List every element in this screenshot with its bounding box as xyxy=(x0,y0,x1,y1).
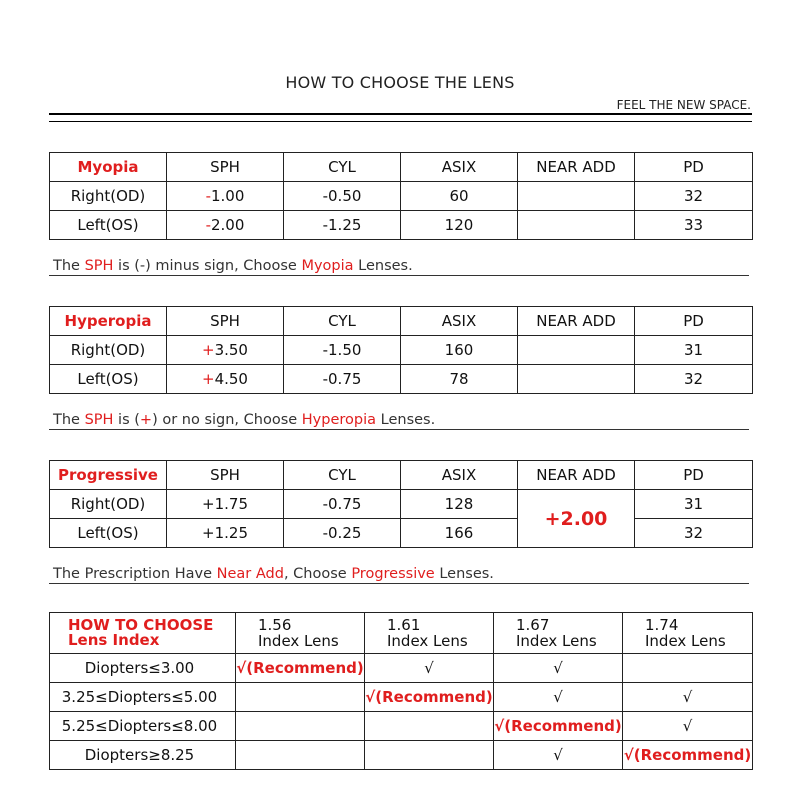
col-sph: SPH xyxy=(167,153,284,182)
note-text: The xyxy=(53,412,85,428)
header-rule-thin xyxy=(49,121,752,122)
myopia-table xyxy=(49,152,753,240)
lens-cell xyxy=(365,712,494,741)
eye-label: Right(OD) xyxy=(50,336,167,365)
note-text: is (-) minus sign, Choose xyxy=(113,258,302,274)
diopter-range: 5.25≤Diopters≤8.00 xyxy=(50,712,236,741)
lens-cell xyxy=(236,741,365,770)
lens-index-heading xyxy=(50,613,236,654)
note-highlight: SPH xyxy=(84,258,114,274)
table-row xyxy=(50,654,753,683)
col-asix: ASIX xyxy=(401,461,518,490)
table-row xyxy=(50,519,753,548)
sph-sign: - xyxy=(205,187,211,205)
note-highlight: SPH xyxy=(84,412,114,428)
sph-sign: + xyxy=(202,341,215,359)
near-add-value xyxy=(518,182,635,211)
note-highlight: Myopia xyxy=(301,258,354,274)
axis-value: 78 xyxy=(401,365,518,394)
lens-cell xyxy=(236,712,365,741)
near-add-value xyxy=(518,211,635,240)
sph-sign: - xyxy=(205,216,211,234)
col-sph: SPH xyxy=(167,307,284,336)
sph-number: 2.00 xyxy=(211,216,245,234)
note-underline xyxy=(49,275,749,276)
note-underline xyxy=(49,429,749,430)
col-near-add: NEAR ADD xyxy=(518,461,635,490)
table-row xyxy=(50,211,753,240)
sph-number: 3.50 xyxy=(214,341,248,359)
lens-cell: √ xyxy=(494,683,623,712)
index-value: 1.56 xyxy=(258,616,292,634)
note-text: Lenses. xyxy=(434,566,494,582)
lens-cell: √ xyxy=(623,712,753,741)
index-header xyxy=(236,613,365,654)
diopter-range: Diopters≥8.25 xyxy=(50,741,236,770)
index-label: Index Lens xyxy=(516,632,597,650)
slogan: FEEL THE NEW SPACE. xyxy=(616,98,751,112)
pd-value: 31 xyxy=(635,336,753,365)
hyperopia-label: Hyperopia xyxy=(50,307,167,336)
sph-value xyxy=(167,365,284,394)
axis-value: 120 xyxy=(401,211,518,240)
eye-label: Right(OD) xyxy=(50,490,167,519)
table-row xyxy=(50,741,753,770)
sph-value xyxy=(167,182,284,211)
myopia-label: Myopia xyxy=(50,153,167,182)
note-highlight: + xyxy=(139,412,153,428)
sph-number: 1.00 xyxy=(211,187,245,205)
pd-value: 33 xyxy=(635,211,753,240)
cyl-value: -0.50 xyxy=(284,182,401,211)
note-text: Lenses. xyxy=(376,412,436,428)
lens-cell: √(Recommend) xyxy=(623,741,753,770)
axis-value: 166 xyxy=(401,519,518,548)
col-cyl: CYL xyxy=(284,307,401,336)
col-near-add: NEAR ADD xyxy=(518,153,635,182)
sph-value xyxy=(167,336,284,365)
index-value: 1.67 xyxy=(516,616,550,634)
note-text: The xyxy=(53,258,85,274)
index-label: Index Lens xyxy=(645,632,726,650)
eye-label: Left(OS) xyxy=(50,365,167,394)
lens-cell: √ xyxy=(494,654,623,683)
index-header xyxy=(365,613,494,654)
index-value: 1.74 xyxy=(645,616,679,634)
lens-cell xyxy=(623,654,753,683)
col-pd: PD xyxy=(635,461,753,490)
sph-number: 4.50 xyxy=(214,370,248,388)
table-row xyxy=(50,683,753,712)
note-highlight: Hyperopia xyxy=(301,412,377,428)
cyl-value: -0.25 xyxy=(284,519,401,548)
progressive-note xyxy=(53,566,748,582)
eye-label: Left(OS) xyxy=(50,211,167,240)
axis-value: 160 xyxy=(401,336,518,365)
cyl-value: -0.75 xyxy=(284,365,401,394)
note-text: The Prescription Have xyxy=(53,566,217,582)
sph-value xyxy=(167,211,284,240)
eye-label: Right(OD) xyxy=(50,182,167,211)
diopter-range: 3.25≤Diopters≤5.00 xyxy=(50,683,236,712)
hyperopia-table xyxy=(49,306,753,394)
col-asix: ASIX xyxy=(401,307,518,336)
header-rule-thick xyxy=(49,113,752,115)
page-title: HOW TO CHOOSE THE LENS xyxy=(285,73,515,92)
hyperopia-note xyxy=(53,412,748,428)
progressive-header-row xyxy=(50,461,753,490)
myopia-header-row xyxy=(50,153,753,182)
lens-index-header-row xyxy=(50,613,753,654)
col-asix: ASIX xyxy=(401,153,518,182)
progressive-label: Progressive xyxy=(50,461,167,490)
col-sph: SPH xyxy=(167,461,284,490)
col-near-add: NEAR ADD xyxy=(518,307,635,336)
lens-cell: √(Recommend) xyxy=(365,683,494,712)
note-text: Lenses. xyxy=(353,258,413,274)
pd-value: 31 xyxy=(635,490,753,519)
pd-value: 32 xyxy=(635,365,753,394)
index-header xyxy=(494,613,623,654)
note-text: , Choose xyxy=(283,566,352,582)
pd-value: 32 xyxy=(635,519,753,548)
index-header xyxy=(623,613,753,654)
note-text: ) or no sign, Choose xyxy=(152,412,302,428)
sph-sign: + xyxy=(202,370,215,388)
heading-line: HOW TO CHOOSE xyxy=(68,616,214,634)
col-cyl: CYL xyxy=(284,153,401,182)
index-value: 1.61 xyxy=(387,616,421,634)
lens-index-table xyxy=(49,612,753,770)
lens-cell: √ xyxy=(494,741,623,770)
lens-cell: √ xyxy=(623,683,753,712)
table-row xyxy=(50,182,753,211)
myopia-note xyxy=(53,258,748,274)
table-row xyxy=(50,365,753,394)
col-pd: PD xyxy=(635,307,753,336)
heading-line: Lens Index xyxy=(68,631,160,649)
lens-cell xyxy=(236,683,365,712)
eye-label: Left(OS) xyxy=(50,519,167,548)
note-text: is ( xyxy=(113,412,140,428)
pd-value: 32 xyxy=(635,182,753,211)
sph-value: +1.75 xyxy=(167,490,284,519)
progressive-table xyxy=(49,460,753,548)
axis-value: 128 xyxy=(401,490,518,519)
table-row xyxy=(50,490,753,519)
lens-cell xyxy=(365,741,494,770)
sph-value: +1.25 xyxy=(167,519,284,548)
near-add-value xyxy=(518,336,635,365)
hyperopia-header-row xyxy=(50,307,753,336)
axis-value: 60 xyxy=(401,182,518,211)
lens-cell: √ xyxy=(365,654,494,683)
index-label: Index Lens xyxy=(387,632,468,650)
col-pd: PD xyxy=(635,153,753,182)
cyl-value: -1.50 xyxy=(284,336,401,365)
table-row xyxy=(50,712,753,741)
table-row xyxy=(50,336,753,365)
diopter-range: Diopters≤3.00 xyxy=(50,654,236,683)
cyl-value: -0.75 xyxy=(284,490,401,519)
near-add-value: +2.00 xyxy=(518,490,635,548)
index-label: Index Lens xyxy=(258,632,339,650)
col-cyl: CYL xyxy=(284,461,401,490)
note-highlight: Progressive xyxy=(351,566,435,582)
note-highlight: Near Add xyxy=(216,566,284,582)
note-underline xyxy=(49,583,749,584)
lens-cell: √(Recommend) xyxy=(494,712,623,741)
near-add-value xyxy=(518,365,635,394)
lens-cell: √(Recommend) xyxy=(236,654,365,683)
cyl-value: -1.25 xyxy=(284,211,401,240)
